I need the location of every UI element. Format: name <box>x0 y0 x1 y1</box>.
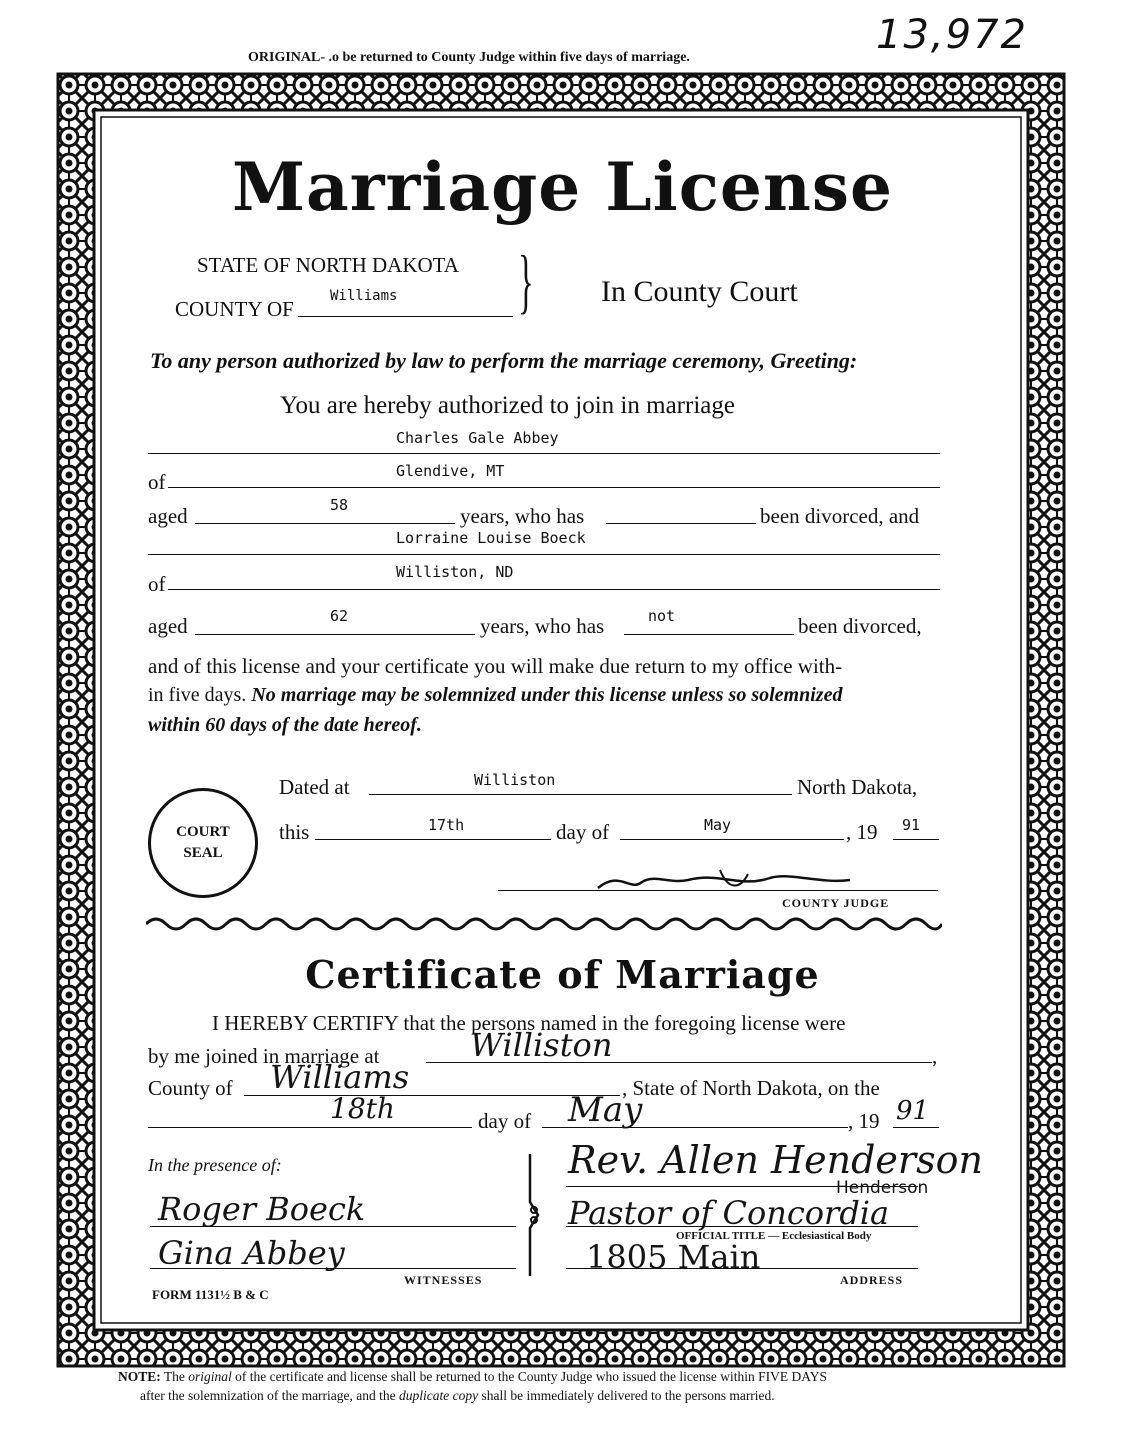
person2-aged-label: aged <box>148 614 188 638</box>
person2-years-label: years, who has <box>480 614 605 638</box>
certify-line: I HEREBY CERTIFY that the persons named in the foregoing license were <box>212 1011 846 1035</box>
judge-line <box>498 890 938 891</box>
person2-of-label: of <box>148 572 166 596</box>
footer-note-2b: shall be immediately delivered to the persons married. <box>481 1388 775 1403</box>
witness-2-line <box>150 1268 516 1269</box>
witness-1: Roger Boeck <box>158 1190 366 1228</box>
address-value: 1805 Main <box>586 1238 761 1276</box>
person2-divorce: not <box>648 607 676 625</box>
address-label: ADDRESS <box>840 1273 904 1287</box>
return-line-1: and of this license and your certificate you will make due return to my office with- <box>148 654 843 678</box>
day-value: 17th <box>428 816 465 834</box>
cert-county-value: Williams <box>270 1058 410 1096</box>
footer-note-1a: The <box>163 1369 185 1384</box>
certificate-title: Certificate of Marriage <box>305 952 820 997</box>
person1-of-value: Glendive, MT <box>396 462 505 480</box>
return-line-2-italic: No marriage may be solemnized under this license unless so solemnized <box>251 684 843 706</box>
person1-years-label: years, who has <box>460 504 585 528</box>
seal-line-2: SEAL <box>183 845 223 861</box>
address-line <box>566 1268 918 1269</box>
joined-comma: , <box>932 1044 938 1068</box>
official-title-label: OFFICIAL TITLE — Ecclesiastical Body <box>676 1230 872 1242</box>
return-line-3: within 60 days of the date hereof. <box>148 714 422 736</box>
footer-note-2-italic: duplicate copy <box>399 1388 479 1403</box>
dated-at-label: Dated at <box>279 775 350 799</box>
person2-divorced-label: been divorced, <box>798 614 922 638</box>
brace: } <box>518 241 534 321</box>
judge-label: COUNTY JUDGE <box>782 896 890 910</box>
witness-1-line <box>150 1226 516 1227</box>
official-title-line <box>566 1226 918 1227</box>
person2-of-value: Williston, ND <box>396 563 514 581</box>
footer-note-1-italic: original <box>188 1369 232 1384</box>
person1-divorced-label: been divorced, and <box>760 504 920 528</box>
footer-note-1b: of the certificate and license shall be returned to the County Judge who issued the license within FIVE DAYS <box>235 1369 828 1384</box>
person1-age: 58 <box>330 496 349 514</box>
person2-name-line <box>148 554 940 555</box>
person1-of-line <box>168 487 940 488</box>
dated-at-line <box>369 794 792 795</box>
officiant-line <box>566 1186 918 1187</box>
person2-of-line <box>168 589 940 590</box>
officiant-signature: Rev. Allen Henderson <box>568 1138 983 1182</box>
greeting: To any person authorized by law to perform the marriage ceremony, Greeting: <box>150 348 858 373</box>
person1-age-line <box>195 523 455 524</box>
form-label: FORM 1131½ B & C <box>152 1287 269 1302</box>
person2-divorce-line <box>624 634 794 635</box>
month-value: May <box>704 816 732 834</box>
joined-value: Williston <box>470 1026 613 1064</box>
person1-of-label: of <box>148 470 166 494</box>
cert-month-value: May <box>568 1090 643 1130</box>
chain-brace <box>526 1152 542 1278</box>
footer-note-label: NOTE: <box>118 1369 161 1384</box>
court-seal <box>148 788 258 898</box>
day-of-label: day of <box>556 820 610 844</box>
person1-aged-label: aged <box>148 504 188 528</box>
dated-at-value: Williston <box>474 771 556 789</box>
cert-county-label: County of <box>148 1076 233 1100</box>
person1-divorce-line <box>606 523 756 524</box>
cert-state-text: , State of North Dakota, on the <box>622 1076 880 1100</box>
cert-day-line <box>148 1127 472 1128</box>
cert-year-value: 91 <box>896 1096 930 1126</box>
county-label: COUNTY OF <box>175 297 294 321</box>
return-line-2 <box>148 684 842 707</box>
person2-name: Lorraine Louise Boeck <box>396 529 586 547</box>
footer-note-line-2 <box>140 1388 775 1404</box>
person1-name: Charles Gale Abbey <box>396 429 559 447</box>
year-prefix: , 19 <box>846 820 878 844</box>
authorized-line: You are hereby authorized to join in marriage <box>280 392 735 419</box>
presence-label: In the presence of: <box>148 1155 282 1175</box>
court-name: In County Court <box>601 275 798 308</box>
person2-age-line <box>195 634 475 635</box>
file-number: 13,972 <box>876 12 1028 58</box>
year-value: 91 <box>902 816 921 834</box>
top-note: ORIGINAL- .o be returned to County Judge within five days of marriage. <box>248 50 690 65</box>
county-line <box>298 316 513 317</box>
witnesses-label: WITNESSES <box>404 1273 483 1287</box>
cert-day-value: 18th <box>330 1092 395 1125</box>
license-title: Marriage License <box>231 148 894 226</box>
north-dakota-label: North Dakota, <box>797 775 918 799</box>
county-value: Williams <box>330 288 398 304</box>
month-line <box>620 839 844 840</box>
return-line-2-plain: in five days. <box>148 684 247 706</box>
wavy-divider <box>146 914 942 934</box>
witness-2: Gina Abbey <box>158 1234 345 1272</box>
cert-day-of-label: day of <box>478 1109 532 1133</box>
person2-age: 62 <box>330 607 349 625</box>
joined-label: by me joined in marriage at <box>148 1044 380 1068</box>
cert-year-line <box>893 1127 939 1128</box>
footer-note-line-1 <box>118 1369 827 1385</box>
this-label: this <box>279 820 310 844</box>
officiant-print: Henderson <box>836 1178 929 1198</box>
person1-name-line <box>148 453 940 454</box>
seal-line-1: COURT <box>176 824 230 840</box>
state-line: STATE OF NORTH DAKOTA <box>197 253 459 277</box>
footer-note-2a: after the solemnization of the marriage, and the <box>140 1388 396 1403</box>
day-line <box>315 839 551 840</box>
officiant-title: Pastor of Concordia <box>568 1194 890 1232</box>
year-line <box>893 839 939 840</box>
cert-year-prefix: , 19 <box>848 1109 880 1133</box>
